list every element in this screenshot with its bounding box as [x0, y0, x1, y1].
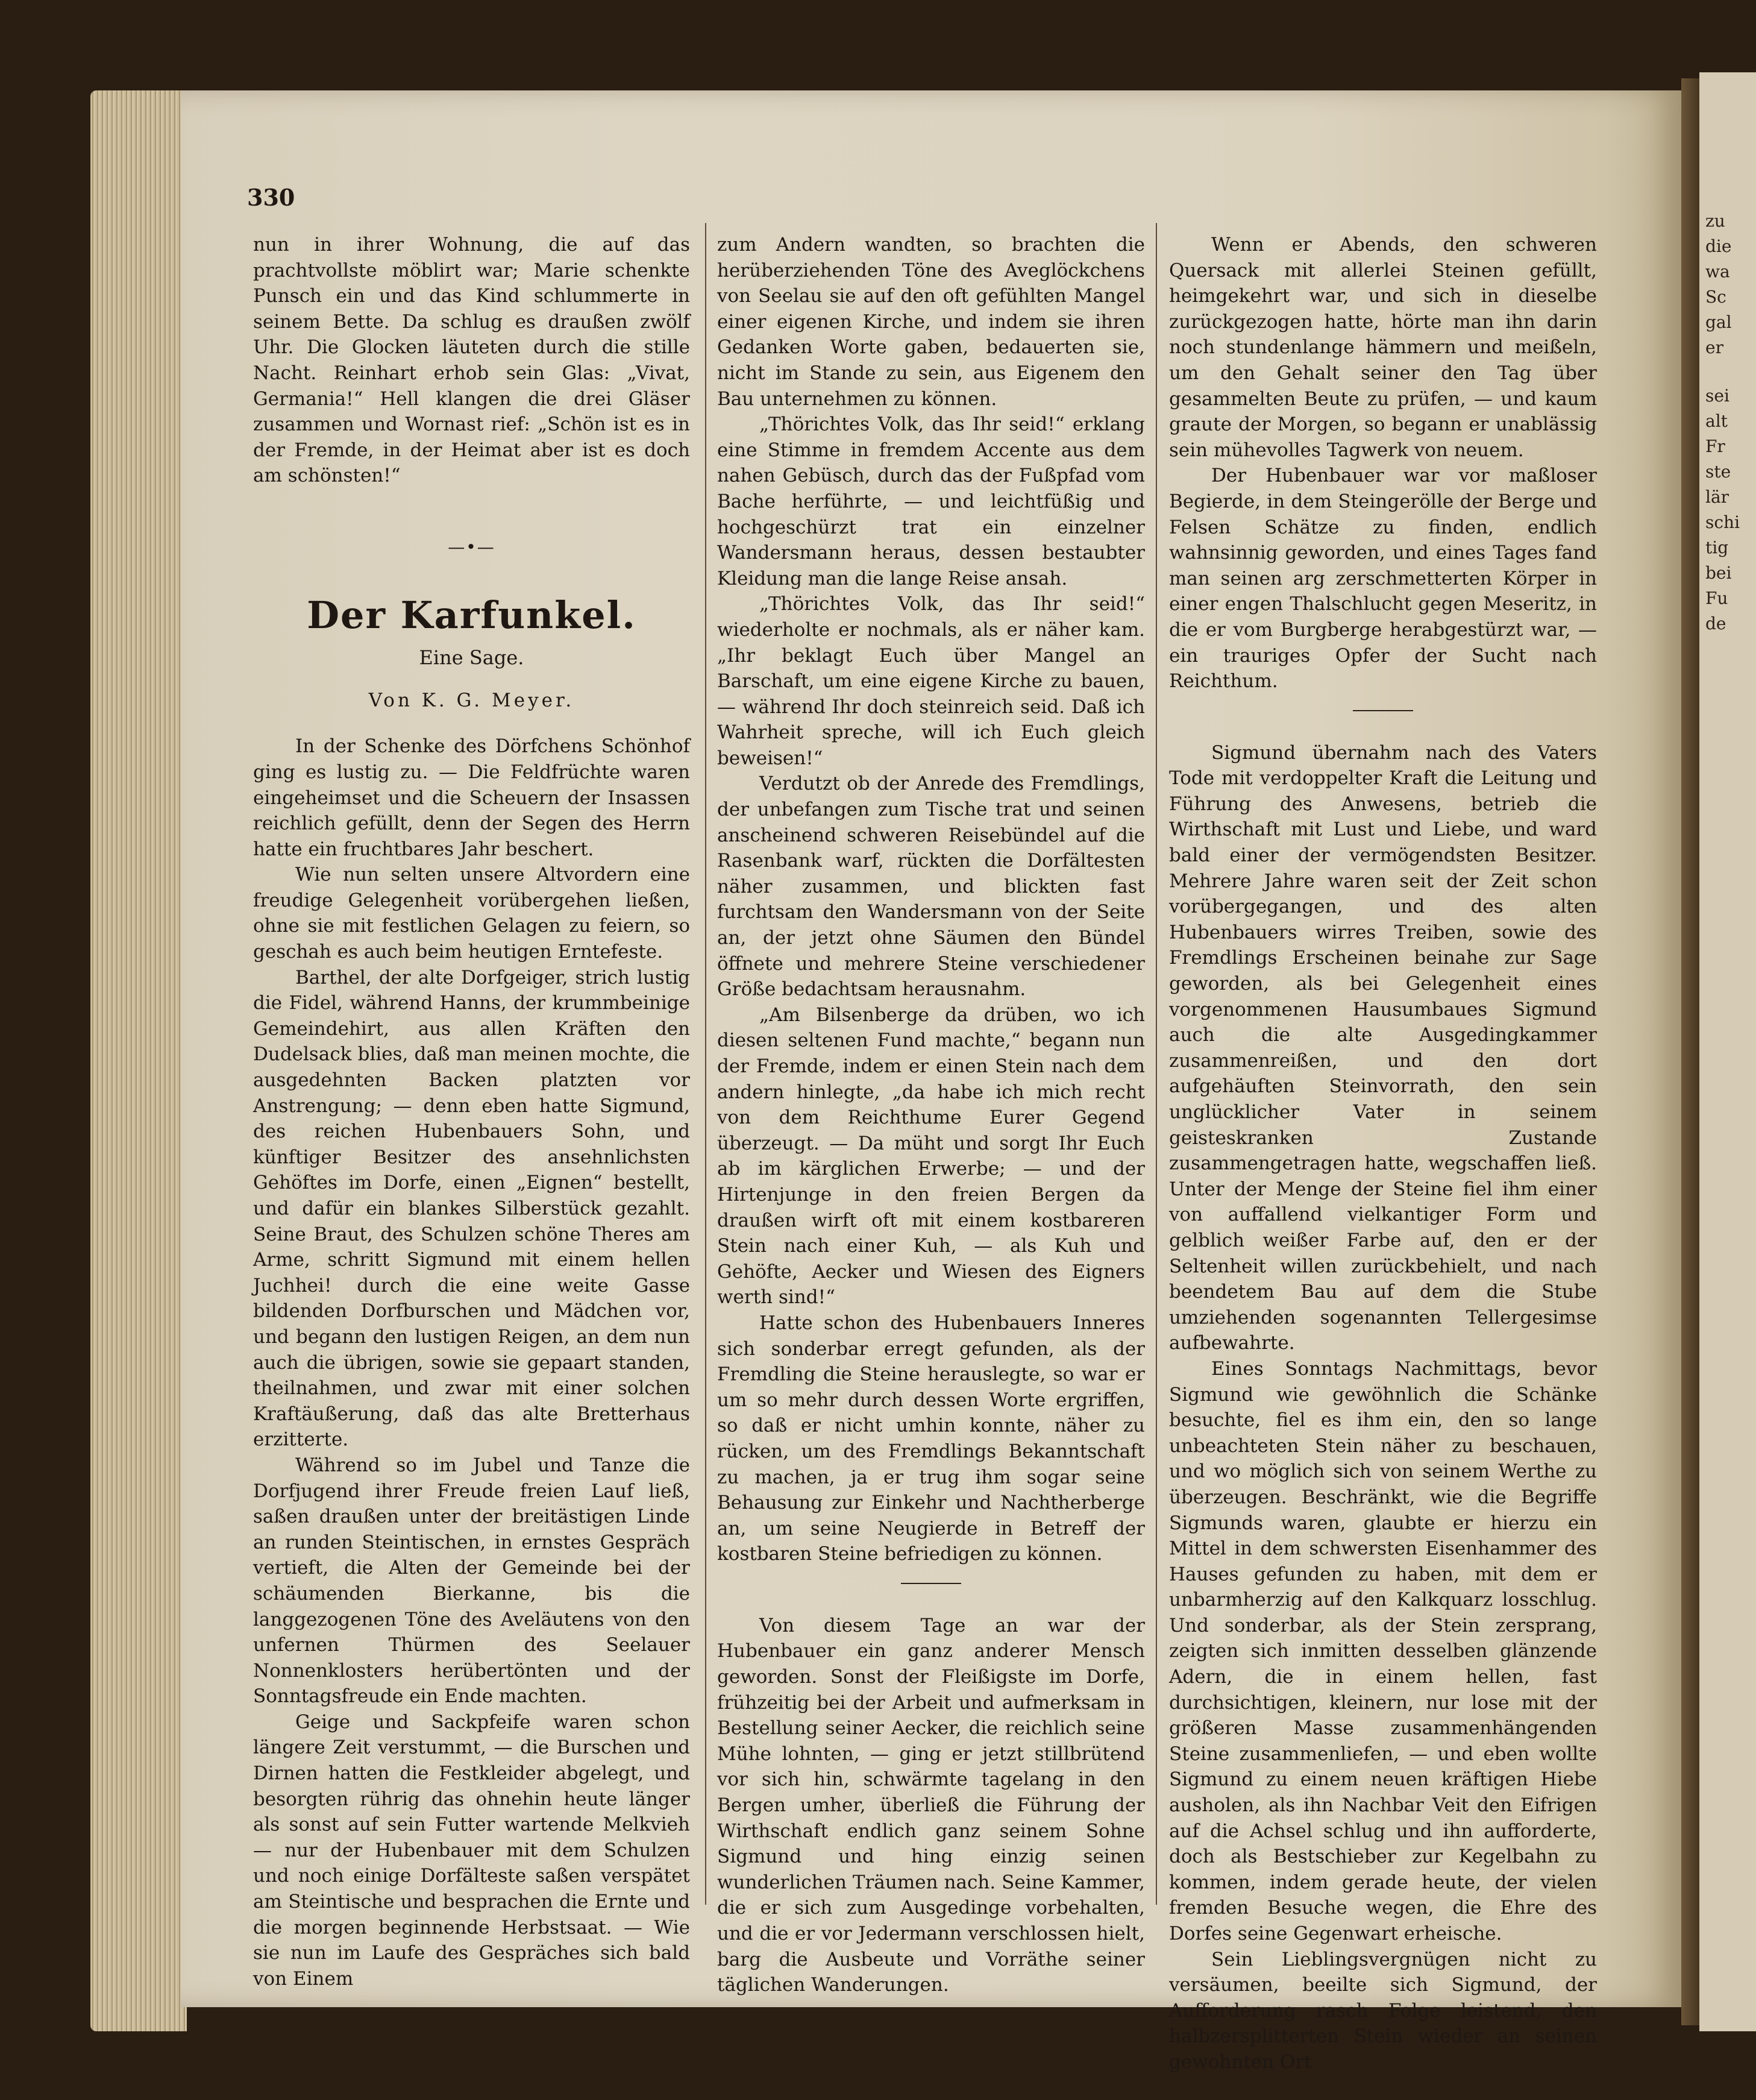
paragraph: Hatte schon des Hubenbauers Inneres sich sonderbar erregt gefunden, als der Fremdling die Steine herauslegte, so war er um so mehr durch dessen Worte ergriffen, so daß er nicht umhin konnte, näher zu rücken, um des Fremdlings Bekanntschaft zu machen, ja er trug ihm sogar seine Behausung zur Einkehr und Nachtherberge an, um seine Neugierde in Betreff der kostbaren Steine befriedigen zu können.: [717, 1312, 1145, 1565]
article-subtitle: Eine Sage.: [419, 646, 524, 670]
facing-fragment: zu: [1705, 211, 1725, 231]
article-title: Der Karfunkel.: [307, 593, 636, 637]
paragraph: Geige und Sackpfeife waren schon längere Zeit verstummt, — die Burschen und Dirnen hatten die Festkleider abgelegt, und besorgten rührig das ohnehin heute länger als sonst auf sein Futter wartende Melkvieh — nur der Hubenbauer mit dem Schulzen und noch einige Dorfälteste saßen verspätet am Steintische und besprachen die Ernte und die morgen beginnende Herbstsaat. — Wie sie nun im Laufe des Gespräches sich bald von Einem: [253, 1711, 690, 1990]
facing-fragment: er: [1705, 338, 1723, 357]
facing-fragment: lär: [1705, 487, 1729, 507]
paragraph: Von diesem Tage an war der Hubenbauer ein ganz anderer Mensch geworden. Sonst der Fleißigste im Dorfe, frühzeitig bei der Arbeit und aufmerksam in Bestellung seiner Aecker, die reichlich seine Mühe lohnten, — ging er jetzt stillbrütend vor sich hin, schwärmte tagelang in den Bergen umher, überließ die Führung der Wirthschaft endlich ganz seinem Sohne Sigmund und hing einzig seinen wunderlichen Träumen nach. Seine Kammer, die er sich zum Ausgedinge vorbehalten, und die er vor Jedermann verschlossen hielt, barg die Ausbeute und Vorräthe seiner täglichen Wanderungen.: [717, 1614, 1145, 1996]
paragraph: Während so im Jubel und Tanze die Dorfjugend ihrer Freude freien Lauf ließ, saßen draußen unter der breitästigen Linde an runden Steintischen, in ernstes Gespräch vertieft, die Alten der Gemeinde bei der schäumenden Bierkanne, bis die langgezogenen Töne des Aveläutens von den unfernen Thürmen des Seelauer Nonnenklosters herübertönten und der Sonntagsfreude ein Ende machten.: [253, 1454, 690, 1708]
column-2: [717, 232, 1145, 1998]
article-byline: Von K. G. Meyer.: [368, 689, 575, 711]
paragraph: „Thörichtes Volk, das Ihr seid!“ erklang eine Stimme in fremdem Accente aus dem nahen Gebüsch, durch das der Fußpfad vom Bache herführte, — und leichtfüßig und hochgeschürzt trat ein einzelner Wandersmann heraus, dessen bestaubter Kleidung man die lange Reise ansah.: [717, 413, 1145, 589]
facing-page-edge: [1699, 72, 1756, 2031]
facing-fragment: Fr: [1705, 436, 1725, 456]
column-1: [253, 232, 690, 1992]
facing-fragment: wa: [1705, 262, 1730, 281]
ornament-divider: —•—: [448, 536, 495, 557]
paragraph: „Thörichtes Volk, das Ihr seid!“ wiederholte er nochmals, als er näher kam. „Ihr beklagt Euch über Mangel an Barschaft, um eine eigene Kirche zu bauen, — während Ihr doch steinreich seid. Daß ich Wahrheit spreche, will ich Euch gleich beweisen!“: [717, 593, 1145, 769]
paragraph: Sein Lieblingsvergnügen nicht zu versäumen, beeilte sich Sigmund, der Aufforderung rasch Folge leistend, den halbzersplitterten Stein wieder an seinen gewohnten Ort: [1169, 1948, 1597, 2073]
facing-fragment: die: [1705, 236, 1732, 256]
paragraph: „Am Bilsenberge da drüben, wo ich diesen seltenen Fund machte,“ begann nun der Fremde, indem er einen Stein nach dem andern hinlegte, „da habe ich mich recht von dem Reichthume Eurer Gegend überzeugt. — Da müht und sorgt Ihr Euch ab im kärglichen Erwerbe; — und der Hirtenjunge in den freien Bergen da draußen wirft oft mit einem kostbareren Stein nach einer Kuh, — als Kuh und Gehöfte, Aecker und Wiesen des Eigners werth sind!“: [717, 1004, 1145, 1309]
facing-fragment: Fu: [1705, 588, 1728, 608]
facing-fragment: bei: [1705, 563, 1732, 583]
paragraph: zum Andern wandten, so brachten die herüberziehenden Töne des Aveglöckchens von Seelau sie auf den oft gefühlten Mangel einer eigenen Kirche, und indem sie ihren Gedanken Worte gaben, bedauerten sie, nicht im Stande zu sein, aus Eigenem den Bau unternehmen zu können.: [717, 234, 1145, 410]
column-3: [1169, 232, 1597, 2075]
story-ending: nun in ihrer Wohnung, die auf das prachtvollste möblirt war; Marie schenkte Punsch ein und das Kind schlummerte in seinem Bette. Da schlug es draußen zwölf Uhr. Die Glocken läuteten durch die stille Nacht. Reinhart erhob sein Glas: „Vivat, Germania!“ Hell klangen die drei Gläser zusammen und Wornast rief: „Schön ist es in der Fremde, in der Heimat aber ist es doch am schönsten!“: [253, 234, 690, 487]
column-rule: [705, 223, 706, 1905]
section-divider: [901, 1583, 961, 1584]
paragraph: Verdutzt ob der Anrede des Fremdlings, der unbefangen zum Tische trat und seinen anscheinend schweren Reisebündel auf die Rasenbank warf, rückten die Dorfältesten näher zusammen, und blickten fast furchtsam den Wandersmann von der Seite an, der jetzt ohne Säumen den Bündel öffnete und mehrere Steine verschiedener Größe bedachtsam herausnahm.: [717, 773, 1145, 1001]
paragraph: Eines Sonntags Nachmittags, bevor Sigmund wie gewöhnlich die Schänke besuchte, fiel es ihm ein, den so lange unbeachteten Stein näher zu beschauen, und wo möglich sich von seinem Werthe zu überzeugen. Beschränkt, wie die Begriffe Sigmunds waren, glaubte er hierzu ein Mittel in dem schwersten Eisenhammer des Hauses gefunden zu haben, mit dem er unbarmherzig auf den Kalkquarz losschlug. Und sonderbar, als der Stein zersprang, zeigten sich inmitten desselben glänzende Adern, die in einem hellen, fast durchsichtigen, kleinern, nur lose mit der größeren Masse zusammenhängenden Steine zusammenliefen, — und eben wollte Sigmund zu einem neuen kräftigen Hiebe ausholen, als ihn Nachbar Veit den Eifrigen auf die Achsel schlug und ihn aufforderte, doch als Bestschieber zur Kegelbahn zu kommen, indem gerade heute, der vielen fremden Besuche wegen, die Ehre des Dorfes seine Gegenwart erheische.: [1169, 1357, 1597, 1944]
facing-fragment: schi: [1705, 512, 1740, 532]
section-divider: [1353, 710, 1413, 711]
page-number: 330: [247, 184, 295, 211]
paragraph: Sigmund übernahm nach des Vaters Tode mit verdoppelter Kraft die Leitung und Führung des Anwesens, betrieb die Wirthschaft mit Lust und Liebe, und ward bald einer der vermögendsten Besitzer. Mehrere Jahre waren seit der Zeit schon vorübergegangen, und des alten Hubenbauers wirres Treiben, sowie des Fremdlings Erscheinen beinahe zur Sage geworden, als bei Gelegenheit eines vorgenommenen Hausumbaues Sigmund auch die alte Ausgedingkammer zusammenreißen, und den dort aufgehäuften Steinvorrath, den sein unglücklicher Vater in seinem geisteskranken Zustande zusammengetragen hatte, wegschaffen ließ. Unter der Menge der Steine fiel ihm einer von auffallend vielkantiger Form und gelblich weißer Farbe auf, den er der Seltenheit willen zurückbehielt, und nach beendetem Bau auf dem die Stube umziehenden sogenannten Tellergesimse aufbewahrte.: [1169, 741, 1597, 1354]
facing-fragment: ste: [1705, 462, 1731, 482]
paragraph: Der Hubenbauer war vor maßloser Begierde, in dem Steingerölle der Berge und Felsen Schätze zu finden, endlich wahnsinnig geworden, und eines Tages fand man seinen arg zerschmetterten Körper in einer engen Thalschlucht gegen Meseritz, in die er vom Burgberge herabgestürzt war, — ein trauriges Opfer der Sucht nach Reichthum.: [1169, 465, 1597, 693]
facing-fragment: de: [1705, 614, 1726, 633]
facing-fragment: alt: [1705, 411, 1728, 431]
paragraph: In der Schenke des Dörfchens Schönhof ging es lustig zu. — Die Feldfrüchte waren eingeheimset und die Scheuern der Insassen reichlich gefüllt, denn der Segen des Herrn hatte ein fruchtbares Jahr beschert.: [253, 735, 690, 860]
facing-fragment: Sc: [1705, 287, 1726, 307]
book-page-edges: [90, 90, 187, 2031]
facing-fragment: gal: [1705, 312, 1732, 332]
facing-fragment: tig: [1705, 538, 1729, 558]
column-rule: [1156, 223, 1157, 1905]
paragraph: Wie nun selten unsere Altvordern eine freudige Gelegenheit vorübergehen ließen, ohne sie mit festlichen Gelagen zu feiern, so geschah es auch beim heutigen Erntefeste.: [253, 864, 690, 963]
facing-fragment: sei: [1705, 386, 1729, 406]
paragraph: Wenn er Abends, den schweren Quersack mit allerlei Steinen gefüllt, heimgekehrt war, und sich in dieselbe zurückgezogen hatte, hörte man ihn darin noch stundenlange hämmern und meißeln, um den Gehalt seiner den Tag über gesammelten Beute zu prüfen, — und kaum graute der Morgen, so begann er unablässig sein mühevolles Tagwerk von neuem.: [1169, 234, 1597, 461]
paragraph: Barthel, der alte Dorfgeiger, strich lustig die Fidel, während Hanns, der krummbeinige Gemeindehirt, aus allen Kräften den Dudelsack blies, daß man meinen mochte, die ausgedehnten Backen platzten vor Anstrengung; — denn eben hatte Sigmund, des reichen Hubenbauers Sohn, und künftiger Besitzer des ansehnlichsten Gehöftes im Dorfe, einen „Eignen“ bestellt, und dafür ein blankes Silberstück gezahlt. Seine Braut, des Schulzen schöne Theres am Arme, schritt Sigmund mit einem hellen Juchhei! durch die eine weite Gasse bildenden Dorfburschen und Mädchen vor, und begann den lustigen Reigen, an dem nun auch die übrigen, sowie sie gepaart standen, theilnahmen, und zwar mit einer solchen Kraftäußerung, daß das alte Bretterhaus erzitterte.: [253, 966, 690, 1451]
